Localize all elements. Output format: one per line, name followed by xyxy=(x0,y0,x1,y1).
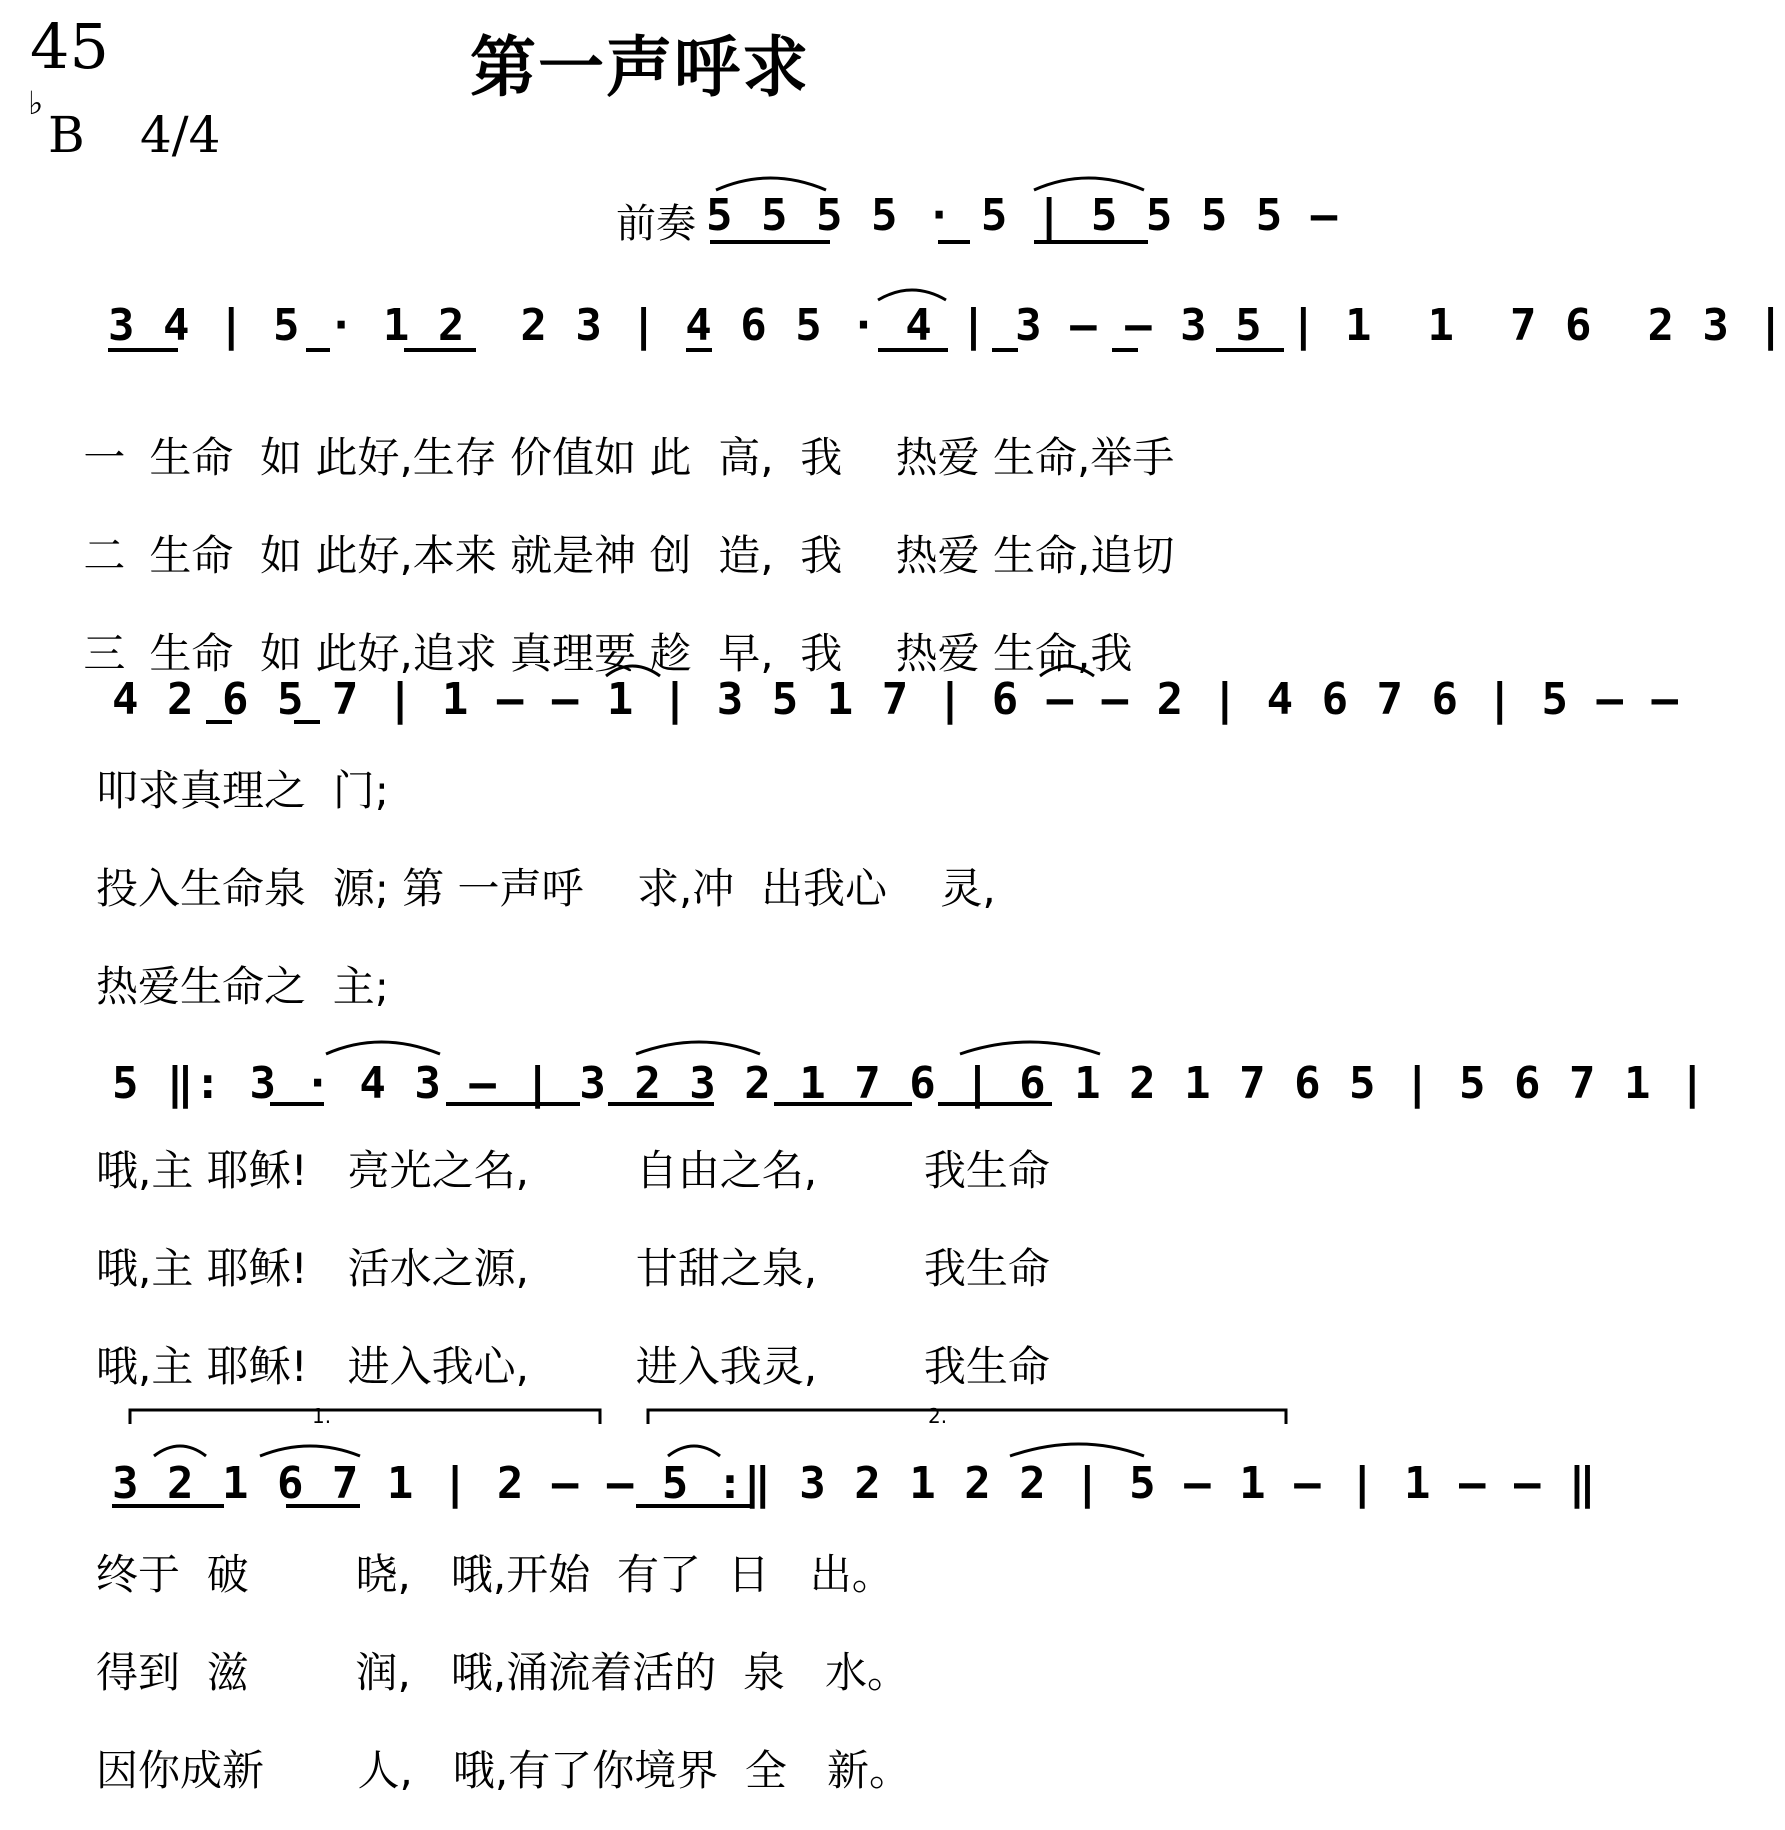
system-2-notes: 4 2 6 5 7 | 1 – – 1 | 3 5 1 7 | 6 – – 2 | 4 6 7 6 | 5 – – xyxy=(112,674,1679,725)
prelude-label: 前奏 xyxy=(616,201,696,247)
slur xyxy=(668,1446,720,1456)
verse-number: 二 xyxy=(83,531,126,580)
first-ending-label: 1. xyxy=(312,1404,332,1428)
hymn-number: 45 xyxy=(30,10,109,83)
slur xyxy=(878,290,946,300)
time-signature: 4/4 xyxy=(140,106,221,164)
first-ending-bracket xyxy=(130,1410,600,1424)
triplet-slur xyxy=(1034,178,1144,190)
verse-number: 三 xyxy=(83,629,126,678)
slur xyxy=(636,1042,760,1054)
system-3-line-1: 哦,主 耶稣! 亮光之名, 自由之名, 我生命 xyxy=(96,1146,1050,1195)
slur xyxy=(960,1042,1100,1054)
lyric-line: 生命 如 此好,本来 就是神 创 造, 我 热爱 生命,追切 xyxy=(149,531,1175,580)
verse-number: 一 xyxy=(83,433,126,482)
second-ending-label: 2. xyxy=(928,1404,948,1428)
system-3-line-2: 哦,主 耶稣! 活水之源, 甘甜之泉, 我生命 xyxy=(96,1244,1050,1293)
slur xyxy=(260,1446,360,1456)
system-3-line-3: 哦,主 耶稣! 进入我心, 进入我灵, 我生命 xyxy=(96,1342,1050,1391)
lyric-line: 生命 如 此好,生存 价值如 此 高, 我 热爱 生命,举手 xyxy=(149,433,1175,482)
system-2-line-1: 叩求真理之 门; xyxy=(96,766,389,815)
tie xyxy=(326,1042,440,1054)
system-4-line-3: 因你成新 人, 哦,有了你境界 全 新。 xyxy=(96,1746,911,1795)
system-4-line-2: 得到 滋 润, 哦,涌流着活的 泉 水。 xyxy=(96,1648,910,1697)
prelude-notes: 5 5 5 5 · 5 | 5 5 5 5 – xyxy=(706,190,1339,241)
second-ending-bracket xyxy=(648,1410,1286,1424)
lyric-line: 生命 如 此好,追求 真理要 趁 早, 我 热爱 生命,我 xyxy=(149,629,1133,678)
key-signature: B xyxy=(48,106,85,164)
system-2-line-3: 热爱生命之 主; xyxy=(96,962,389,1011)
system-2-line-2: 投入生命泉 源; 第 一声呼 求,冲 出我心 灵, xyxy=(96,864,996,913)
system-3-notes: 5 ‖: 3 · 4 3 – | 3 2 3 2 1 7 6 | 6 1 2 1 7 6 5 | 5 6 7 1 | xyxy=(112,1058,1707,1109)
system-4-line-1: 终于 破 晓, 哦,开始 有了 日 出。 xyxy=(96,1550,894,1599)
system-4-notes: 3 2 1 6 7 1 | 2 – – 5 :‖ 3 2 1 2 2 | 5 – 1 – | 1 – – ‖ xyxy=(112,1458,1597,1509)
page-title: 第一声呼求 xyxy=(470,29,810,106)
slur xyxy=(154,1446,206,1456)
triplet-slur xyxy=(716,178,826,190)
tie xyxy=(1010,1444,1144,1456)
flat-sign: ♭ xyxy=(28,84,44,122)
system-1-notes: 3 4 | 5 · 1 2 2 3 | 4 6 5 · 4 | 3 – – 3 5 | 1 1 7 6 2 3 | xyxy=(108,300,1785,351)
